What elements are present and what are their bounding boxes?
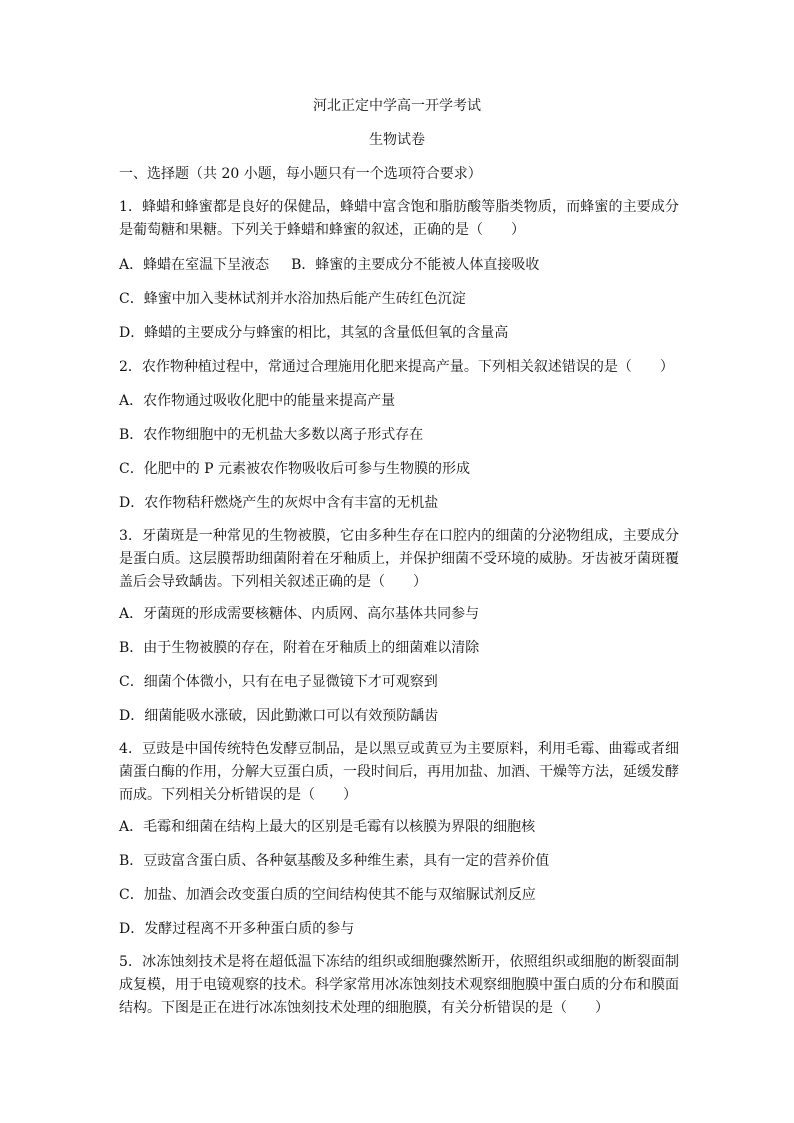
question-2-option-d: D．农作物秸秆燃烧产生的灰烬中含有丰富的无机盐 bbox=[119, 495, 439, 511]
question-1-option-a: A．蜂蜡在室温下呈液态 bbox=[119, 257, 270, 273]
question-5-stem: 5．冰冻蚀刻技术是将在超低温下冻结的组织或细胞骤然断开，依照组织或细胞的断裂面制成复模，用于电镜观察的技术。科学家常用冰冻蚀刻技术观察细胞膜中蛋白质的分布和膜面结构。下图是正在进行冰冻蚀刻技术处理的细胞膜，有关分析错误的是（ ） bbox=[119, 954, 679, 1016]
question-4-option-b: B．豆豉富含蛋白质、各种氨基酸及多种维生素，具有一定的营养价值 bbox=[119, 853, 550, 869]
question-1-option-c: C．蜂蜜中加入斐林试剂并水浴加热后能产生砖红色沉淀 bbox=[119, 291, 466, 307]
question-4-option-a: A．毛霉和细菌在结构上最大的区别是毛霉有以核膜为界限的细胞核 bbox=[119, 819, 536, 835]
question-2-option-a: A．农作物通过吸收化肥中的能量来提高产量 bbox=[119, 393, 396, 409]
question-3-option-d: D．细菌能吸水涨破，因此勤漱口可以有效预防龋齿 bbox=[119, 708, 439, 724]
question-3-option-b: B．由于生物被膜的存在，附着在牙釉质上的细菌难以清除 bbox=[119, 640, 480, 656]
question-3-stem: 3．牙菌斑是一种常见的生物被膜，它由多种生存在口腔内的细菌的分泌物组成，主要成分是蛋白质。这层膜帮助细菌附着在牙釉质上，并保护细菌不受环境的威胁。牙齿被牙菌斑覆盖后会导致龋齿。下列相关叙述正确的是（ ） bbox=[119, 528, 679, 590]
question-1-stem: 1．蜂蜡和蜂蜜都是良好的保健品，蜂蜡中富含饱和脂肪酸等脂类物质，而蜂蜜的主要成分是葡萄糖和果糖。下列关于蜂蜡和蜂蜜的叙述，正确的是（ ） bbox=[119, 199, 679, 238]
question-1-options-row bbox=[119, 256, 679, 274]
school-title: 河北正定中学高一开学考试 bbox=[313, 98, 481, 114]
question-1-option-d: D．蜂蜡的主要成分与蜂蜜的相比，其氢的含量低但氧的含量高 bbox=[119, 325, 509, 341]
question-2-option-c: C．化肥中的 P 元素被农作物吸收后可参与生物膜的形成 bbox=[119, 461, 471, 477]
question-1-option-b: B．蜂蜜的主要成分不能被人体直接吸收 bbox=[291, 257, 540, 273]
question-2-option-b: B．农作物细胞中的无机盐大多数以离子形式存在 bbox=[119, 427, 424, 443]
subject-title: 生物试卷 bbox=[369, 132, 425, 148]
question-4-option-d: D．发酵过程离不开多种蛋白质的参与 bbox=[119, 921, 355, 937]
question-3-option-c: C．细菌个体微小，只有在电子显微镜下才可观察到 bbox=[119, 674, 438, 690]
question-4-option-c: C．加盐、加酒会改变蛋白质的空间结构使其不能与双缩脲试剂反应 bbox=[119, 887, 536, 903]
section-heading: 一、选择题（共 20 小题，每小题只有一个选项符合要求） bbox=[119, 166, 482, 182]
question-4-stem: 4．豆豉是中国传统特色发酵豆制品，是以黑豆或黄豆为主要原料，利用毛霉、曲霉或者细菌蛋白酶的作用，分解大豆蛋白质，一段时间后，再用加盐、加酒、干燥等方法，延缓发酵而成。下列相关分析错误的是（ ） bbox=[119, 741, 679, 803]
question-2-stem: 2．农作物种植过程中，常通过合理施用化肥来提高产量。下列相关叙述错误的是（ ） bbox=[119, 359, 674, 375]
question-3-option-a: A．牙菌斑的形成需要核糖体、内质网、高尔基体共同参与 bbox=[119, 606, 480, 622]
